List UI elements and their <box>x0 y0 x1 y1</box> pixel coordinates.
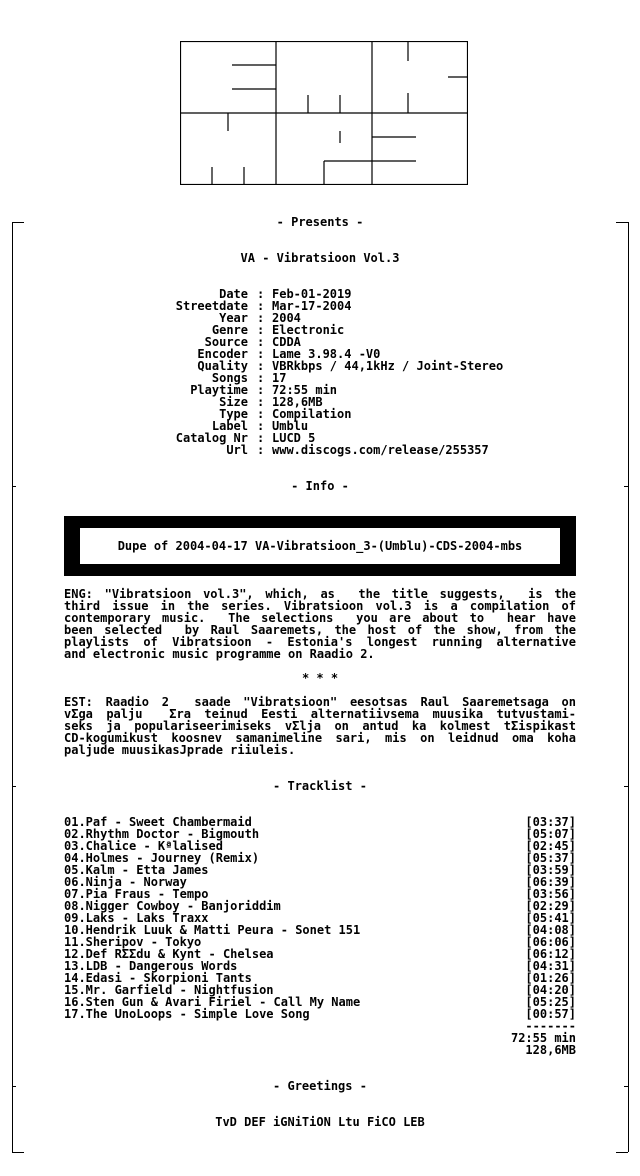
detail-separator: : <box>257 395 265 409</box>
tracklist-header: - Tracklist - <box>273 779 367 793</box>
detail-key: Type <box>219 407 248 421</box>
detail-value: 17 <box>272 371 287 385</box>
detail-separator: : <box>257 419 265 433</box>
detail-key: Streetdate <box>175 299 248 313</box>
eng-description <box>64 588 576 660</box>
track-title: 10.Hendrik Luuk & Matti Peura - Sonet 151 <box>64 923 361 937</box>
paragraph-line: CD-kogumikust koosnev samanimeline sari, mis on leidnud oma koha <box>64 731 576 745</box>
track-duration: [03:37] <box>525 815 576 829</box>
greetings-header: - Greetings - <box>273 1079 367 1093</box>
track-duration: [06:06] <box>525 935 576 949</box>
total-time: 72:55 min <box>510 1031 576 1045</box>
paragraph-line: vΣga palju Σra teinud Eesti alternatiivsema muusika tutvustami- <box>64 707 576 721</box>
track-duration: [04:20] <box>525 983 576 997</box>
paragraph-line: seks ja populariseerimiseks vΣlja on antud ka kolmest tΣispikast <box>64 719 576 733</box>
paragraph-line: third issue in the series. Vibratsioon vol.3 is a compilation of <box>64 599 576 613</box>
track-title: 13.LDB - Dangerous Words <box>64 959 238 973</box>
detail-value: www.discogs.com/release/255357 <box>272 443 489 457</box>
track-title: 09.Laks - Laks Traxx <box>64 911 209 925</box>
detail-value: Compilation <box>272 407 352 421</box>
detail-value: Umblu <box>272 419 309 433</box>
track-title: 01.Paf - Sweet Chambermaid <box>64 815 252 829</box>
detail-key: Source <box>204 335 248 349</box>
track-row <box>64 1008 576 1020</box>
track-title: 17.The UnoLoops - Simple Love Song <box>64 1007 310 1021</box>
paragraph-line: contemporary music. The selections you are about to hear have <box>64 611 576 625</box>
info-header: - Info - <box>291 479 349 493</box>
separator: * * * <box>301 671 339 685</box>
detail-separator: : <box>257 371 265 385</box>
frame-right <box>628 222 629 1152</box>
track-duration: [05:07] <box>525 827 576 841</box>
total-rule: ------- <box>525 1019 576 1033</box>
track-duration: [04:31] <box>525 959 576 973</box>
track-title: 15.Mr. Garfield - Nightfusion <box>64 983 274 997</box>
track-title: 12.Def RΣΣdu & Kynt - Chelsea <box>64 947 274 961</box>
dupe-notice: Dupe of 2004-04-17 VA-Vibratsioon_3-(Umblu)-CDS-2004-mbs <box>80 528 560 564</box>
track-duration: [01:26] <box>525 971 576 985</box>
paragraph-line: playlists of Vibratsioon - Estonia's longest running alternative <box>64 635 576 649</box>
paragraph-line: ENG: "Vibratsioon vol.3", which, as the title suggests, is the <box>64 587 576 601</box>
detail-separator: : <box>257 299 265 313</box>
paragraph-line: EST: Raadio 2 saade "Vibratsioon" eesotsas Raul Saaremetsaga on <box>64 695 576 709</box>
greetings-text: TvD DEF iGNiTiON Ltu FiCO LEB <box>215 1115 425 1129</box>
track-title: 08.Nigger Cowboy - Banjoriddim <box>64 899 281 913</box>
detail-value: Lame 3.98.4 -V0 <box>272 347 381 361</box>
track-duration: [02:45] <box>525 839 576 853</box>
track-duration: [06:12] <box>525 947 576 961</box>
track-title: 04.Holmes - Journey (Remix) <box>64 851 260 865</box>
paragraph-line: been selected by Raul Saaremets, the host of the show, from the <box>64 623 576 637</box>
detail-value: LUCD 5 <box>272 431 316 445</box>
paragraph-line: paljude muusikasJprade riiuleis. <box>64 743 296 757</box>
est-description <box>64 696 576 756</box>
paragraph-line: and electronic music programme on Raadio 2. <box>64 647 375 661</box>
detail-separator: : <box>257 407 265 421</box>
frame-left-bottom <box>12 1152 24 1153</box>
track-title: 14.Edasi - Skorpioni Tants <box>64 971 252 985</box>
track-duration: [03:59] <box>525 863 576 877</box>
track-title: 07.Pia Fraus - Tempo <box>64 887 209 901</box>
frame-right-bottom <box>616 1152 628 1153</box>
detail-key: Catalog Nr <box>175 431 248 445</box>
detail-separator: : <box>257 287 265 301</box>
track-duration: [06:39] <box>525 875 576 889</box>
detail-separator: : <box>257 311 265 325</box>
detail-value: CDDA <box>272 335 301 349</box>
group-logo <box>180 41 468 185</box>
track-duration: [04:08] <box>525 923 576 937</box>
presents-header: - Presents - <box>276 215 364 229</box>
detail-key: Size <box>219 395 248 409</box>
track-duration: [05:25] <box>525 995 576 1009</box>
detail-key: Year <box>219 311 248 325</box>
total-size: 128,6MB <box>525 1043 576 1057</box>
detail-key: Url <box>226 443 248 457</box>
detail-separator: : <box>257 383 265 397</box>
detail-value: 2004 <box>272 311 301 325</box>
detail-key: Songs <box>211 371 248 385</box>
detail-key: Quality <box>197 359 248 373</box>
detail-separator: : <box>257 431 265 445</box>
detail-value: Mar-17-2004 <box>272 299 352 313</box>
track-duration: [00:57] <box>525 1007 576 1021</box>
detail-value: Electronic <box>272 323 345 337</box>
track-title: 02.Rhythm Doctor - Bigmouth <box>64 827 260 841</box>
detail-value: 72:55 min <box>272 383 338 397</box>
track-title: 11.Sheripov - Tokyo <box>64 935 202 949</box>
detail-value: Feb-01-2019 <box>272 287 352 301</box>
detail-separator: : <box>257 323 265 337</box>
release-title: VA - Vibratsioon Vol.3 <box>240 251 400 265</box>
detail-key: Genre <box>211 323 248 337</box>
detail-key: Date <box>219 287 248 301</box>
track-duration: [02:29] <box>525 899 576 913</box>
detail-key: Label <box>211 419 248 433</box>
detail-separator: : <box>257 335 265 349</box>
detail-separator: : <box>257 359 265 373</box>
track-duration: [05:41] <box>525 911 576 925</box>
detail-separator: : <box>257 347 265 361</box>
track-title: 05.Kalm - Etta James <box>64 863 209 877</box>
track-title: 06.Ninja - Norway <box>64 875 187 889</box>
detail-key: Encoder <box>197 347 248 361</box>
detail-value: 128,6MB <box>272 395 323 409</box>
detail-separator: : <box>257 443 265 457</box>
track-title: 16.Sten Gun & Avari Firiel - Call My Name <box>64 995 361 1009</box>
track-duration: [05:37] <box>525 851 576 865</box>
track-title: 03.Chalice - Kªlalised <box>64 839 223 853</box>
detail-value: VBRkbps / 44,1kHz / Joint-Stereo <box>272 359 504 373</box>
detail-key: Playtime <box>190 383 248 397</box>
track-duration: [03:56] <box>525 887 576 901</box>
